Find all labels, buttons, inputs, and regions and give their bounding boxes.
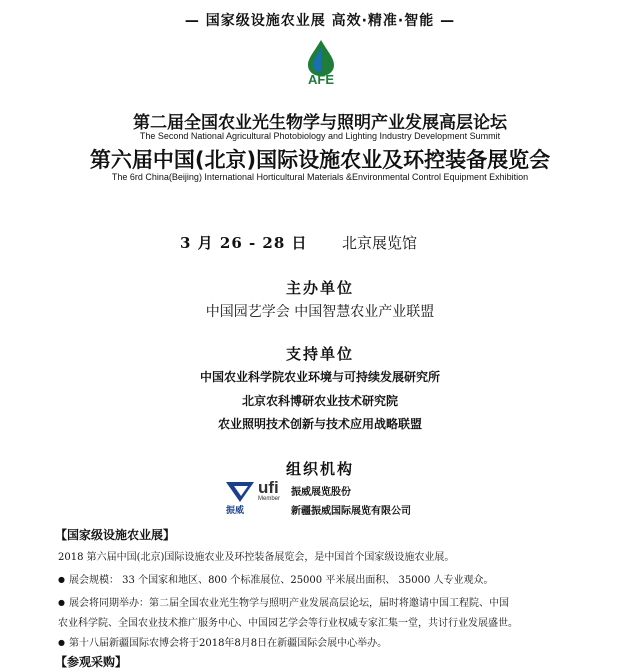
organizer-company: 新疆振威国际展览有限公司 bbox=[291, 506, 411, 517]
organizer-heading: 主办单位 bbox=[285, 279, 354, 297]
section-heading: 【国家级设施农业展】 bbox=[55, 528, 176, 542]
ufi-member-text: Member bbox=[258, 496, 281, 502]
ufi-logo bbox=[258, 478, 280, 502]
section-heading: 【参观采购】 bbox=[55, 655, 128, 669]
paragraph: 农业科学院、全国农业技术推广服务中心、中国园艺学会等行业权威专家汇集一堂，共讨行业发展盛世。 bbox=[58, 618, 518, 629]
paragraph: ● 第十八届新疆国际农博会将于2018年8月8日在新疆国际会展中心举办。 bbox=[58, 634, 387, 649]
summit-title: 第二届全国农业光生物学与照明产业发展高层论坛 bbox=[133, 113, 507, 133]
organization-heading: 组织机构 bbox=[285, 460, 354, 478]
ufi-logo-text: ufi bbox=[258, 478, 279, 497]
organizer-company: 振威展览股份 bbox=[291, 487, 351, 498]
supporter-item: 农业照明技术创新与技术应用战略联盟 bbox=[217, 417, 422, 431]
supporter-item: 中国农业科学院农业环境与可持续发展研究所 bbox=[199, 370, 440, 384]
supporter-item: 北京农科博研农业技术研究院 bbox=[241, 394, 398, 408]
event-venue: 北京展览馆 bbox=[342, 234, 418, 252]
summit-title-en: The Second National Agricultural Photobiology and Lighting Industry Development Summit bbox=[139, 131, 501, 141]
support-heading: 支持单位 bbox=[285, 345, 354, 363]
expo-title: 第六届中国(北京)国际设施农业及环控装备展览会 bbox=[89, 148, 551, 172]
tagline: — 国家级设施农业展 高效·精准·智能 — bbox=[184, 13, 456, 29]
logo-text: AFE bbox=[308, 72, 334, 87]
organizer-list: 中国园艺学会 中国智慧农业产业联盟 bbox=[205, 304, 435, 320]
expo-title-en: The 6rd China(Beijing) International Horticultural Materials &Environmental Control Equipment Exhibition bbox=[111, 172, 529, 182]
event-date: 3 月 26 - 28 日 bbox=[180, 234, 308, 252]
paragraph: 2018 第六届中国(北京)国际设施农业及环控装备展览会，是中国首个国家级设施农业展。 bbox=[58, 552, 455, 563]
paragraph: ● 展会规模： 33 个国家和地区、800 个标准展位、25000 平米展出面积、 35000 人专业观众。 bbox=[58, 571, 494, 586]
paragraph: ● 展会将同期举办：第二届全国农业光生物学与照明产业发展高层论坛，届时将邀请中国工程院、中国 bbox=[58, 594, 509, 609]
zhenwei-logo-label: 振威 bbox=[226, 506, 245, 516]
